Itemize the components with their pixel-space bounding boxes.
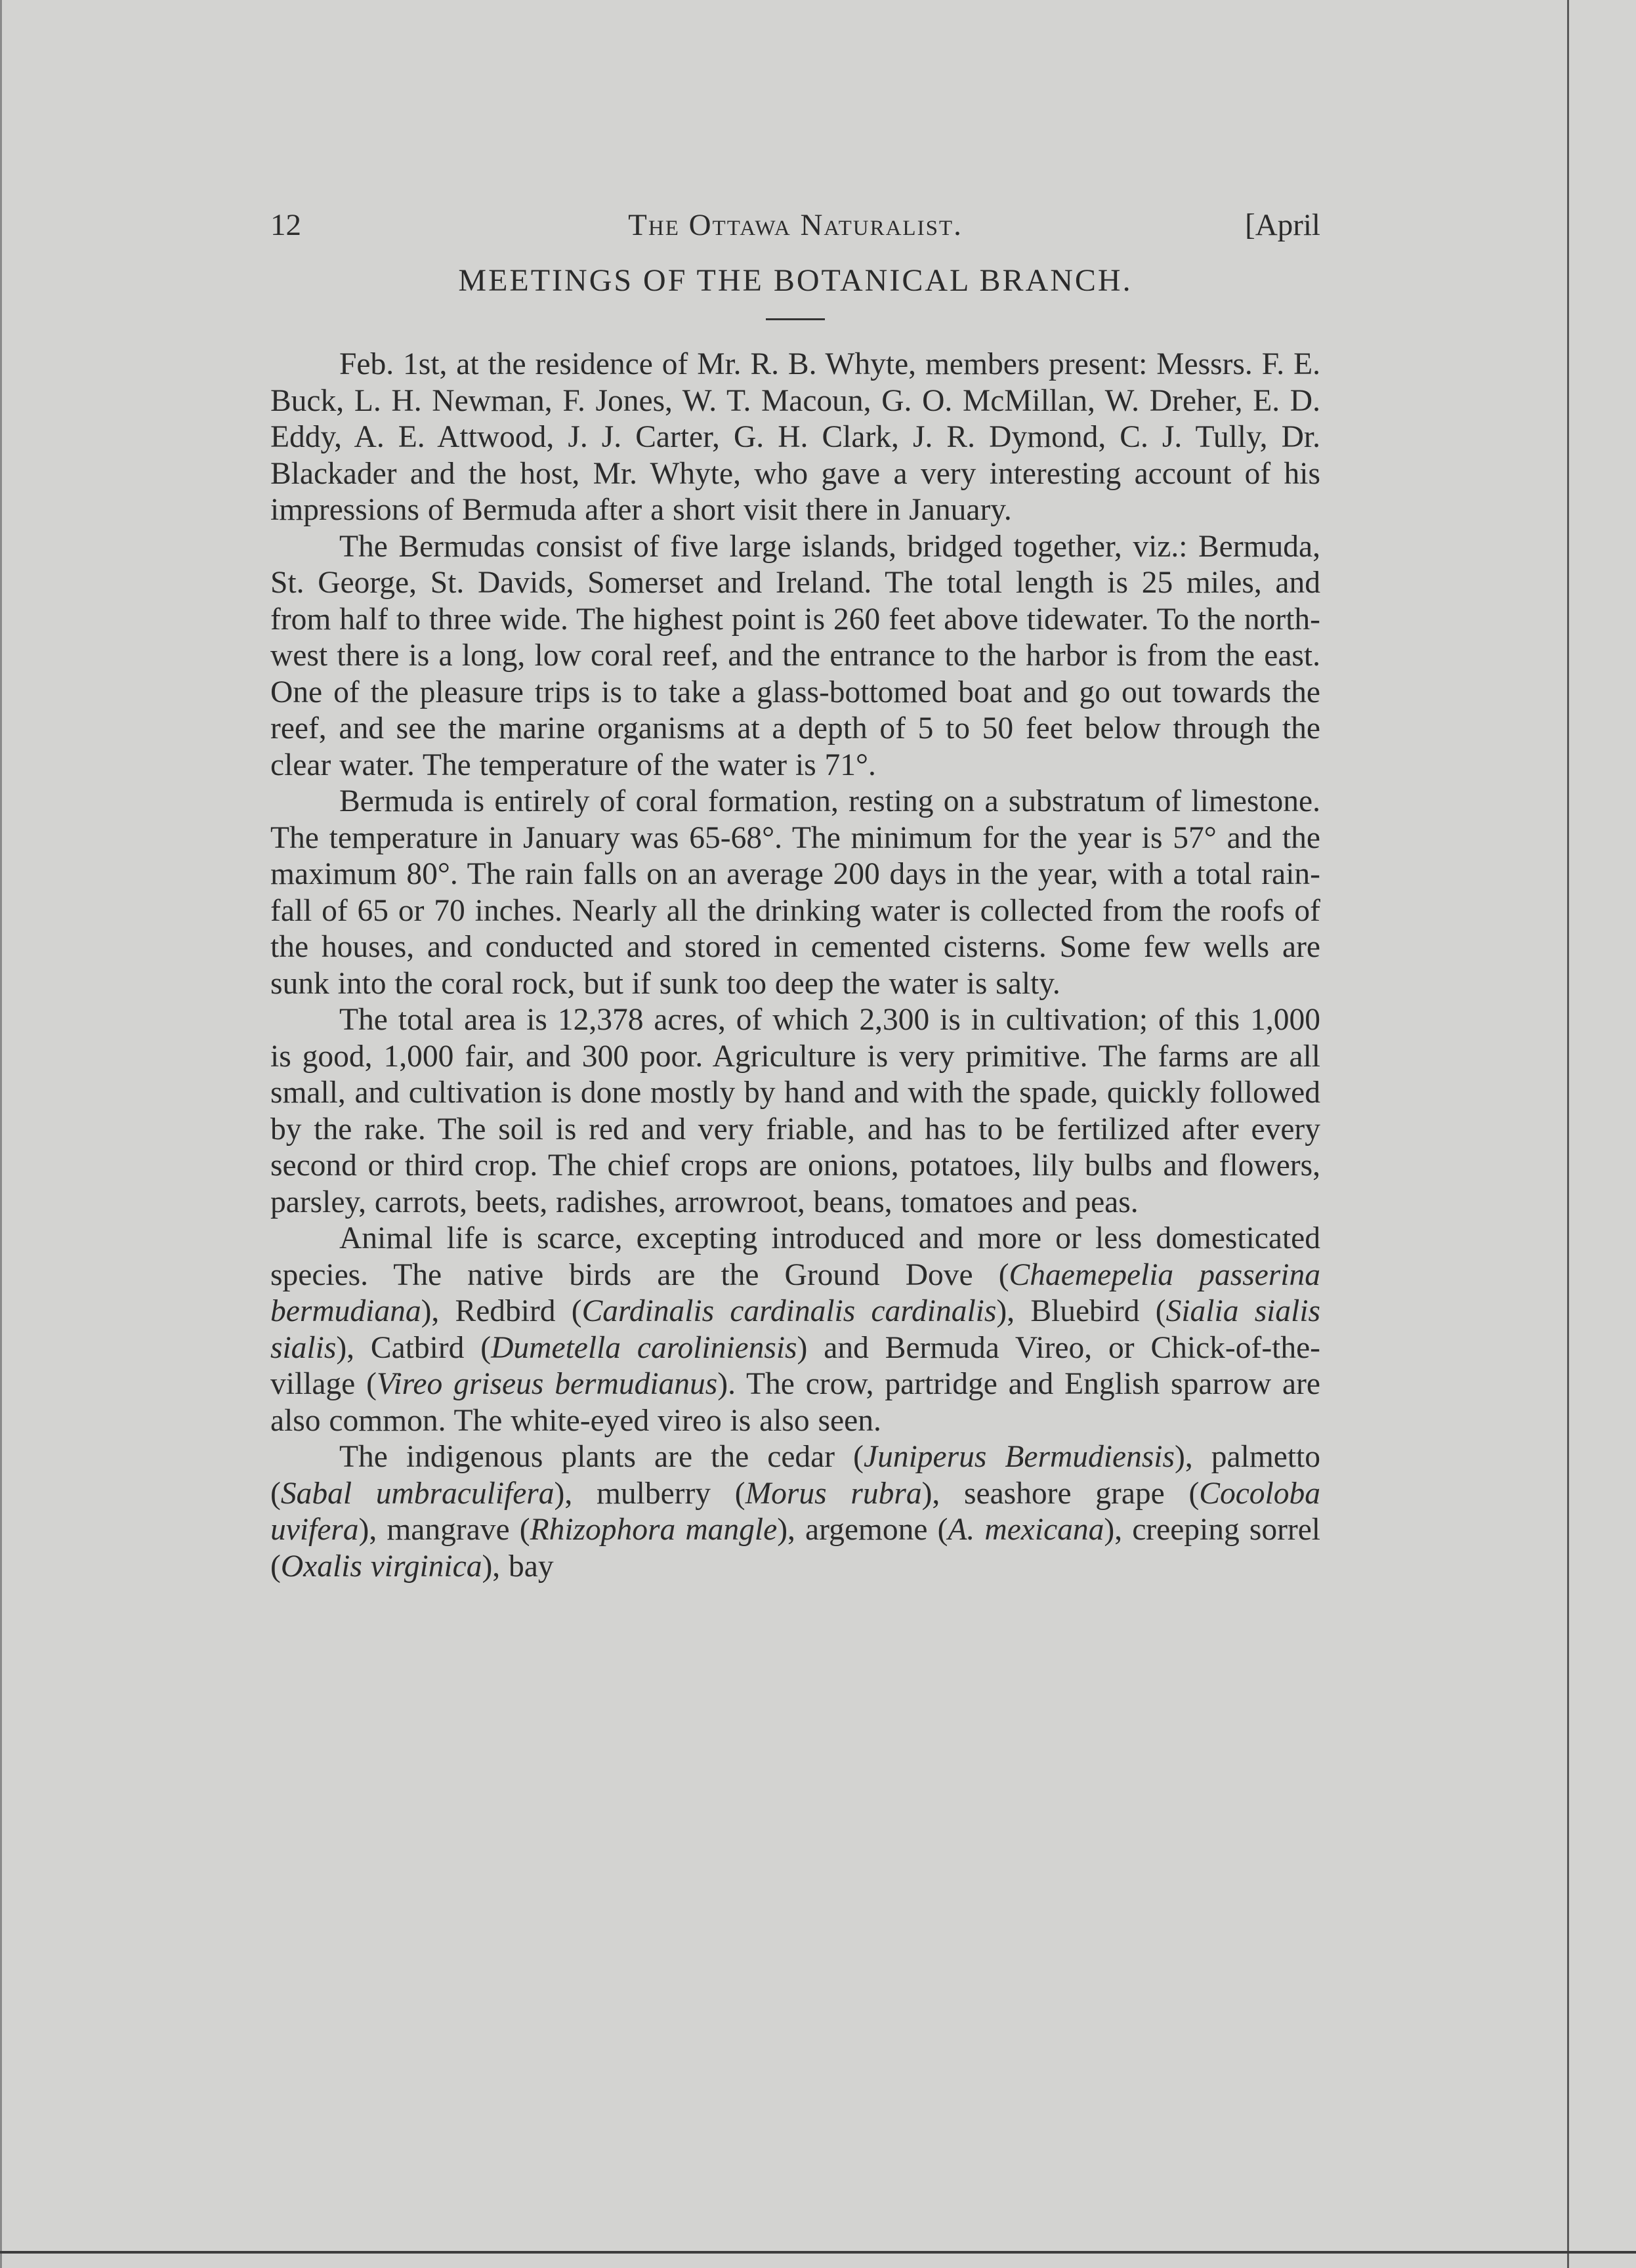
text-run: ) and Bermuda Vireo, or Chick-of-the-village ( <box>270 1330 1320 1401</box>
species-name: Morus rubra <box>745 1476 922 1511</box>
section-title: MEETINGS OF THE BOTANICAL BRANCH. <box>458 263 1133 298</box>
species-name: Cocoloba uvifera <box>270 1476 1321 1547</box>
species-name: Rhizophora mangle <box>530 1513 778 1547</box>
text-run: ), seashore grape ( <box>921 1476 1200 1511</box>
text-run: ), Catbird ( <box>336 1330 492 1365</box>
species-name: Cardinalis cardinalis cardinalis <box>581 1294 997 1328</box>
paragraph-islands: The Bermudas consist of five large islands, bridged together, viz.: Bermuda, St. George, St. Davids, Somerset and Ireland. The total length is 25 miles, and from half to three wide. The highest point is 260 feet above tidewater. To the north-west there is a long, low coral reef, and the entrance to the harbor is from the east. One of the pleasure trips is to take a glass-bottomed boat and go out towards the reef, and see the marine organisms at a depth of 5 to 50 feet below through the clear water. The temperature of the water is 71°. <box>270 529 1320 782</box>
scan-edge-left <box>0 0 2 2268</box>
scan-edge-right <box>1567 0 1569 2268</box>
paragraph-agriculture: The total area is 12,378 acres, of which 2,300 is in cultivation; of this 1,000 is good, 1,000 fair, and 300 poor. Agriculture is very primitive. The farms are all small, and cultivation is done mostly by hand and with the spade, quickly followed by the rake. The soil is red and very friable, and has to be fertilized after every second or third crop. The chief crops are onions, potatoes, lily bulbs and flowers, parsley, carrots, beets, radishes, arrowroot, beans, tomatoes and peas. <box>270 1003 1320 1219</box>
text-run: ). The crow, partridge and English sparrow are also common. The white-eyed vireo is also seen. <box>270 1367 1321 1438</box>
text-run: ), mulberry ( <box>554 1476 745 1511</box>
paragraph-plants <box>270 1439 1320 1585</box>
text-run: ), palmetto ( <box>270 1440 1320 1511</box>
scan-edge-bottom <box>0 2251 1636 2254</box>
species-name: A. mexicana <box>948 1513 1104 1547</box>
page-number: 12 <box>270 208 301 242</box>
text-run: Animal life is scarce, excepting introduced and more or less domesticated species. The native birds are the Ground Dove ( <box>270 1221 1320 1292</box>
text-run: The indigenous plants are the cedar ( <box>339 1440 864 1474</box>
species-name: Oxalis virginica <box>280 1549 482 1584</box>
text-run: ), bay <box>482 1549 554 1584</box>
species-name: Juniperus Bermudiensis <box>863 1440 1175 1474</box>
paragraph-birds <box>270 1221 1320 1439</box>
species-name: Sabal umbraculifera <box>280 1476 555 1511</box>
text-run: ), mangrave ( <box>358 1513 530 1547</box>
running-head <box>270 203 1320 249</box>
journal-title: The Ottawa Naturalist. <box>628 208 963 242</box>
paragraph-climate: Bermuda is entirely of coral formation, resting on a substratum of limestone. The temperature in January was 65-68°. The minimum for the year is 57° and the maximum 80°. The rain falls on an average 200 days in the year, with a total rain-fall of 65 or 70 inches. Nearly all the drinking water is collected from the roofs of the houses, and conducted and stored in cemented cisterns. Some few wells are sunk into the coral rock, but if sunk too deep the water is salty. <box>270 784 1320 1001</box>
document-page <box>270 203 1320 1585</box>
title-rule <box>766 318 825 320</box>
text-run: ), argemone ( <box>777 1513 948 1547</box>
paragraph-meeting: Feb. 1st, at the residence of Mr. R. B. Whyte, members present: Messrs. F. E. Buck, L. H. Newman, F. Jones, W. T. Macoun, G. O. McMillan, W. Dreher, E. D. Eddy, A. E. Attwood, J. J. Carter, G. H. Clark, J. R. Dymond, C. J. Tully, Dr. Blackader and the host, Mr. Whyte, who gave a very interesting account of his impressions of Bermuda after a short visit there in January. <box>270 347 1320 527</box>
species-name: Sialia sialis sialis <box>270 1294 1321 1365</box>
issue-label: [April <box>1245 208 1320 242</box>
text-run: ), Redbird ( <box>421 1294 582 1328</box>
species-name: Chaemepelia passerina bermudiana <box>270 1257 1320 1328</box>
text-run: ), Bluebird ( <box>996 1294 1166 1328</box>
species-name: Dumetella caroliniensis <box>491 1330 797 1365</box>
species-name: Vireo griseus bermudianus <box>376 1367 718 1401</box>
text-run: ), creeping sorrel ( <box>270 1513 1321 1584</box>
